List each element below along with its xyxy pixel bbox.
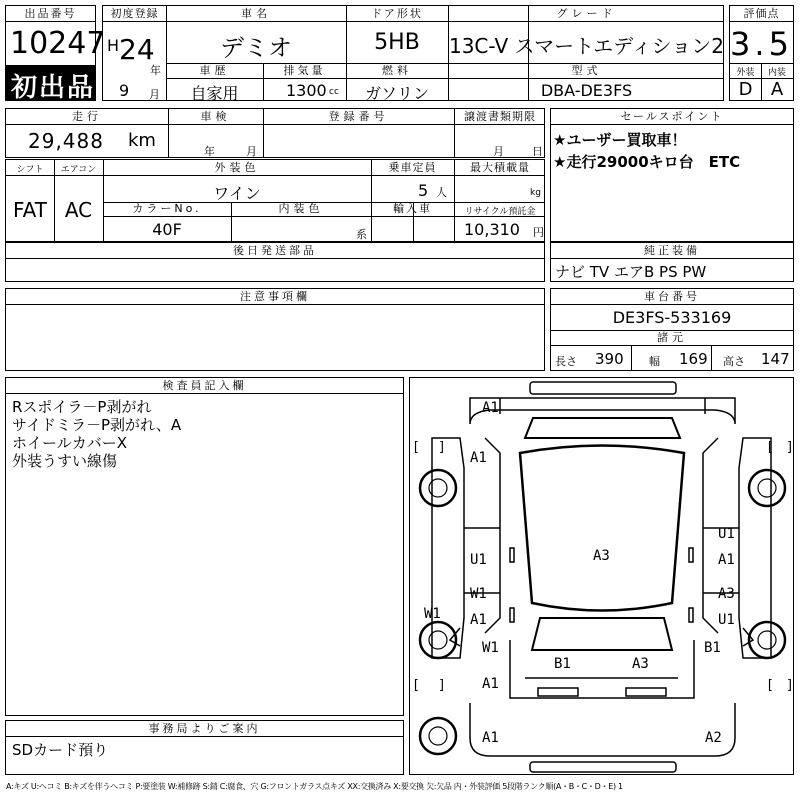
exterior-grade: D: [738, 79, 753, 100]
displacement-label: 排気量: [283, 64, 326, 77]
equipment-box: [550, 242, 794, 282]
dims-label: 諸元: [657, 331, 687, 344]
mileage-label: 走行: [72, 110, 102, 123]
door: 5HB: [374, 30, 420, 55]
inspector-line-3: ホイールカバーX: [12, 434, 127, 452]
grade: 13C-V スマートエディション2: [448, 34, 725, 58]
history-label: 車歴: [199, 64, 230, 77]
bracket-left-2: [: [766, 440, 774, 455]
transfer-label: 譲渡書類期限: [464, 110, 536, 123]
first-reg-label: 初度登録: [110, 7, 159, 20]
era: H: [107, 36, 120, 55]
later-parts-box: [5, 242, 545, 282]
fuel: ガソリン: [364, 84, 429, 103]
code-front-bumper-right: A2: [705, 730, 722, 746]
code-right-rear-quarter: U1: [718, 526, 735, 542]
code-roof: A3: [593, 548, 610, 564]
header-table: [102, 5, 724, 101]
mileage-unit: km: [128, 130, 156, 151]
length-label: 長さ: [555, 355, 577, 368]
inspection-month-unit: 月: [246, 145, 257, 158]
inspector-line-2: サイドミラ－P剥がれ、A: [12, 416, 182, 434]
chassis-label: 車台番号: [551, 289, 793, 305]
sales-point-box: [550, 108, 794, 242]
chassis-number: DE3FS-533169: [612, 308, 732, 327]
interior-label: 内装: [767, 68, 786, 78]
mileage: 29,488: [28, 129, 104, 153]
int-color-unit: 系: [356, 228, 367, 241]
capacity-unit: 人: [436, 186, 447, 199]
ext-color-label: 外装色: [214, 161, 260, 174]
office-box: [5, 720, 404, 775]
code-left-rocker: W1: [424, 606, 441, 622]
capacity-label: 乗車定員: [388, 161, 437, 174]
length: 390: [595, 350, 624, 368]
lot-number: 10247: [10, 26, 106, 61]
history: 自家用: [190, 84, 239, 103]
lot-number-label: 出品番号: [6, 6, 95, 22]
sales-point-1: ★ユーザー買取車！: [553, 131, 687, 149]
first-listing-badge: [5, 65, 96, 101]
shift: FAT: [12, 198, 47, 222]
code-rear-left-quarter: A1: [470, 450, 487, 466]
code-left-front-fender-w: W1: [482, 640, 499, 656]
first-listing-text: 初出品: [11, 73, 96, 103]
code-left-front-fender-a: A1: [482, 676, 499, 692]
displacement-unit: cc: [329, 87, 339, 97]
bracket-right-3: ]: [438, 678, 446, 693]
color-no-label: カラーNo.: [132, 202, 202, 215]
car-outline-diagram: [410, 378, 793, 774]
code-bonnet-left: B1: [554, 656, 571, 672]
int-color-label: 内装色: [278, 202, 324, 215]
ac-label: エアコン: [60, 165, 97, 175]
recycle-unit: 円: [533, 226, 544, 239]
code-right-front-door-u: U1: [718, 612, 735, 628]
code-right-front-fender: B1: [704, 640, 721, 656]
sales-point-2: ★走行29000キロ台 ETC: [553, 153, 741, 171]
code-right-rear-door: A1: [718, 552, 735, 568]
inspection-year-unit: 年: [204, 145, 215, 158]
inspector-line-4: 外装うすい線傷: [12, 452, 118, 470]
inspection-label: 車検: [200, 110, 231, 123]
score-label: 評価点: [730, 6, 793, 22]
displacement: 1300: [286, 81, 327, 100]
code-left-front-door-a: A1: [470, 612, 487, 628]
car-name-label: 車名: [241, 7, 271, 20]
inspector-label: 検査員記入欄: [6, 378, 403, 394]
transfer-day-unit: 日: [532, 145, 543, 158]
caution-box: [5, 288, 545, 371]
recycle-label: リサイクル預託金: [464, 207, 536, 217]
code-left-rear-door: U1: [470, 552, 487, 568]
year-unit: 年: [150, 64, 161, 77]
office-label: 事務局よりご案内: [6, 721, 403, 737]
later-parts-label: 後日発送部品: [6, 243, 544, 259]
reg-number-label: 登録番号: [328, 110, 389, 123]
ext-color: ワイン: [213, 184, 261, 203]
grade-label: グレード: [556, 7, 617, 20]
chassis-box: [550, 288, 794, 371]
office-text: SDカード預り: [12, 741, 109, 759]
bracket-right-2: ]: [786, 440, 794, 455]
capacity: 5: [418, 181, 429, 200]
damage-legend: A:キズ U:ヘコミ B:キズを伴うヘコミ P:要塗装 W:補修跡 S:錆 C:腐食、穴 G:フロントガラス点キズ XX:交換済み X:要交換 欠:欠品 内・外装評価 5段階ランク順(A・B・C・D・E) 1: [6, 782, 623, 791]
code-right-front-door-a: A3: [718, 586, 735, 602]
fuel-label: 燃料: [382, 64, 412, 77]
mileage-table: [5, 108, 545, 158]
import-label: 輸入車: [393, 202, 432, 215]
height: 147: [761, 350, 790, 368]
reg-year: 24: [119, 33, 155, 66]
bracket-left-3: [: [412, 678, 420, 693]
door-label: ドア形状: [371, 7, 423, 20]
color-no: 40F: [152, 220, 182, 239]
load-label: 最大積載量: [470, 161, 530, 174]
score: 3.5: [730, 25, 793, 63]
bracket-left-1: [: [412, 440, 420, 455]
reg-month: 9: [119, 81, 130, 100]
inspector-line-1: Rスポイラ－P剥がれ: [12, 398, 152, 416]
shift-label: シフト: [16, 165, 44, 175]
sales-point-label: セールスポイント: [551, 109, 793, 125]
ac: AC: [64, 198, 93, 222]
code-bonnet-right: A3: [632, 656, 649, 672]
model-label: 型式: [571, 64, 602, 77]
model: DBA-DE3FS: [540, 81, 633, 100]
width-label: 幅: [649, 355, 660, 368]
bracket-right-1: ]: [438, 440, 446, 455]
damage-diagram: [409, 377, 794, 775]
code-rear-spoiler: A1: [482, 400, 499, 416]
load-unit: kg: [530, 188, 541, 198]
transfer-month-unit: 月: [493, 145, 504, 158]
caution-label: 注意事項欄: [6, 289, 544, 305]
bracket-right-4: ]: [786, 678, 794, 693]
equipment-label: 純正装備: [551, 243, 793, 259]
car-name: デミオ: [220, 34, 292, 62]
code-left-front-door-w: W1: [470, 586, 487, 602]
vehicle-spec-table: [5, 159, 545, 242]
inspector-box: [5, 377, 404, 716]
interior-grade: A: [770, 79, 784, 100]
code-front-bumper-left: A1: [482, 730, 499, 746]
score-box: [729, 5, 794, 101]
recycle: 10,310: [464, 220, 520, 239]
exterior-label: 外装: [736, 68, 755, 78]
width: 169: [679, 350, 708, 368]
equipment: ナビ TV エアB PS PW: [555, 263, 707, 281]
height-label: 高さ: [723, 355, 745, 368]
month-unit: 月: [149, 88, 160, 101]
bracket-left-4: [: [766, 678, 774, 693]
